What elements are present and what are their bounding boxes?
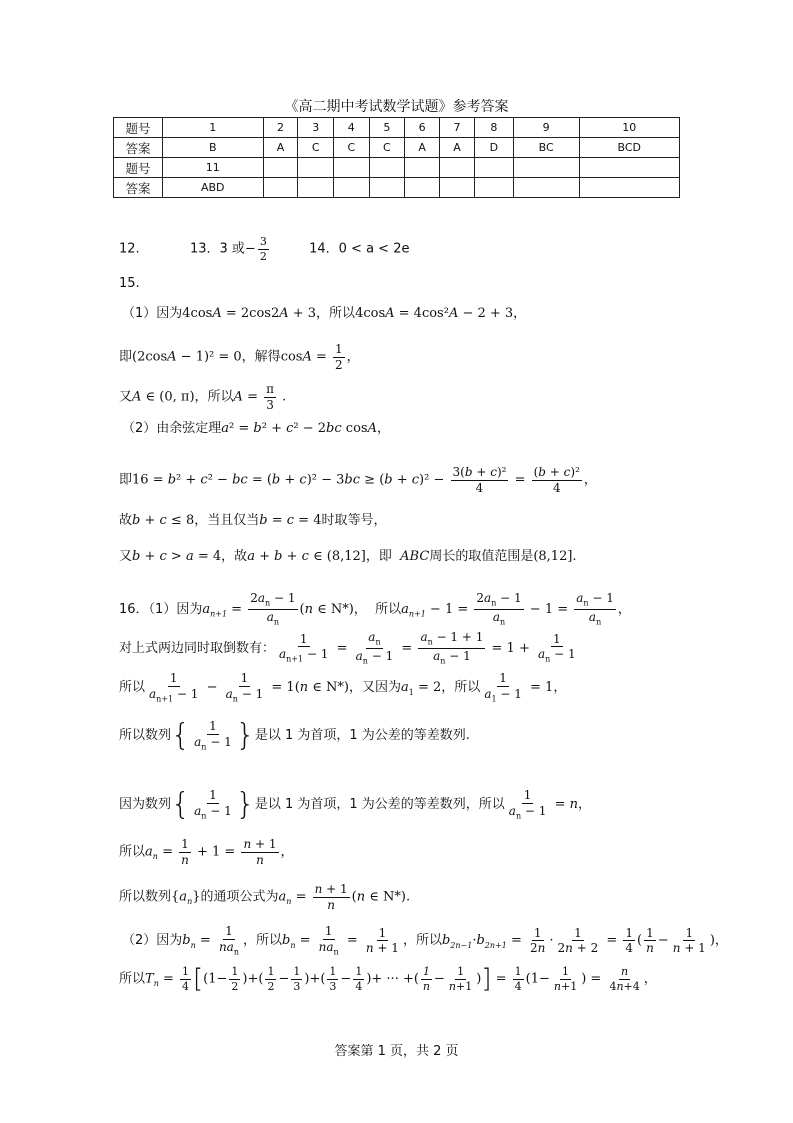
fraction: $\frac{a_n - 1}{a_n}$ (576, 591, 614, 627)
table-row (114, 138, 680, 158)
answer-14: 14．0 < a < 2e (309, 241, 410, 257)
table-cell: A (263, 138, 298, 158)
table-cell (263, 158, 298, 178)
solution-16-line-4: 所以数列 { 1 $a_n - 1$ } 是以 1 为首项，1 为公差的等差数列. (119, 717, 470, 753)
fraction: $\frac{1}{a_1 - 1}$ (484, 671, 522, 703)
fraction: 1 $na_n$ (218, 924, 239, 956)
table-cell: 11 (163, 158, 264, 178)
fraction: $\frac{1}{4}$ (514, 965, 522, 993)
fraction: $\frac{n + 1}{n}$ (243, 837, 277, 867)
fraction: $\frac{2a_n - 1}{a_n}$ (250, 591, 296, 627)
page-title: 《高二期中考试数学试题》参考答案 (284, 99, 509, 115)
table-cell: 4 (334, 118, 370, 138)
table-cell (334, 178, 370, 198)
table-cell: BCD (579, 138, 680, 158)
fraction: $\frac{1}{a_{n+1} - 1}$ (149, 671, 199, 703)
fraction: $\frac{a_n}{a_n - 1}$ (355, 630, 394, 666)
solution-15-line-2: 即(2cosA − 1)² = 0，解得cosA = $\frac{1}{2}$ ， (119, 342, 360, 372)
fraction: $\frac{\pi}{3}$ (266, 382, 274, 412)
fraction: $\frac{1}{n}$ (181, 837, 189, 867)
table-cell: 3 (298, 118, 334, 138)
fraction: $\frac{2a_n - 1}{a_n}$ (476, 591, 522, 627)
answer-13: 13．3 或 (189, 241, 245, 257)
table-cell (298, 178, 334, 198)
fraction: $\frac{1}{n + 1}$ (672, 925, 706, 956)
solution-16-line-2: 对上式两边同时取倒数有： $\frac{1}{a_{n+1} - 1}$ = $\frac{a_n}{a_n - 1}$ = $\frac{a_n - 1 + 1}{a_n - 1}$ = 1 + $\frac{1}{a_n - 1}$ (119, 630, 576, 666)
fraction: $\frac{1}{n + 1}$ (365, 925, 399, 956)
table-cell (405, 158, 440, 178)
table-cell (440, 158, 475, 178)
solution-15-line-1: （1）因为4cosA = 2cos2A + 3，所以4cosA = 4cos²A − 2 + 3， (122, 306, 527, 321)
table-cell: B (163, 138, 264, 158)
table-row (114, 158, 680, 178)
fraction: $\frac{1}{2n}$ (530, 925, 546, 956)
table-cell: 1 (163, 118, 264, 138)
table-cell (369, 178, 405, 198)
table-cell: C (334, 138, 370, 158)
table-cell (513, 158, 579, 178)
table-cell (334, 158, 370, 178)
table-cell: D (474, 138, 513, 158)
solution-16-line-6: 所以$a_n$ = $\frac{1}{n}$ + 1 = $\frac{n + 1}{n}$ ， (119, 837, 294, 867)
answer-line-12-14: 12. 13．3 或− $\frac{3}{2}$ 14．0 < a < 2e (119, 235, 410, 263)
fraction: $\frac{n + 1}{n}$ (314, 882, 348, 912)
answer-12: 12. (119, 241, 140, 257)
fraction: $\frac{\text{3(b + c)²}}{4}$ (452, 465, 507, 495)
fraction: $\frac{1}{4}$ (355, 965, 363, 993)
solution-15-line-5: 即16 = b² + c² − bc = (b + c)² − 3bc ≥ (b + c)² − $\frac{\text{3(b + c)²}}{4}$ = $\frac{\text{(b + c)²}}{4}$ ， (119, 465, 597, 495)
solution-16-line-7: 所以数列$\{a_n\}$的通项公式为$a_n$ = $\frac{n + 1}{n}$ (n ∈ N*). (119, 882, 411, 912)
fraction: $\frac{a_n - 1 + 1}{a_n - 1}$ (420, 630, 484, 666)
solution-16-line-1: 16．（1）因为$a_{n+1}$ = $\frac{2a_n - 1}{a_n}$ (n ∈ N*)， 所以$a_{n+1} - 1$ = $\frac{2a_n - 1}{a_n}$ − 1 = $\frac{a_n - 1}{a_n}$ ， (119, 591, 631, 627)
solution-16-line-9: 所以$T_n$ = $\frac{1}{4}$ [(1− $\frac{1}{2}$ )+( $\frac{1}{2}$ − $\frac{1}{3}$ )+( $\frac{1}{3}$ − $\frac{1}{4}$ )+ ··· +( $\frac{1}{n}$ − $\frac{1}{n+1}$ )] = $\frac{1}{4}$ (1− $\frac{1}{n+1}$ ) = $\frac{n}{4n+4}$ ， (119, 964, 657, 995)
table-cell (298, 158, 334, 178)
fraction: $\frac{n}{4n+4}$ (609, 965, 640, 993)
solution-16-line-8: （2）因为$b_n$ = 1 $na_n$ ，所以$b_n$ = 1 $na_n$ = $\frac{1}{n + 1}$ ，所以$b_{2n-1}\cdot b_{2n+1}$ = $\frac{1}{2n}$ · $\frac{1}{2n + 2}$ = $\frac{1}{4}$ ( $\frac{1}{n}$ − $\frac{1}{n + 1}$ )， (122, 924, 728, 956)
table-cell: 6 (405, 118, 440, 138)
table-cell: 2 (263, 118, 298, 138)
table-cell (579, 178, 680, 198)
fraction: $\frac{1}{2}$ (231, 965, 239, 993)
table-cell (513, 178, 579, 198)
row-label: 答案 (114, 138, 163, 158)
table-cell (263, 178, 298, 198)
fraction: $\frac{\text{(b + c)²}}{4}$ (533, 465, 580, 495)
fraction: $\frac{1}{a_n - 1}$ (537, 631, 576, 664)
table-cell: A (440, 138, 475, 158)
solution-15-line-3: 又A ∈ (0, π)，所以A = $\frac{\pi}{3}$ . (119, 382, 287, 412)
row-label: 题号 (114, 118, 163, 138)
solution-16-line-3: 所以 $\frac{1}{a_{n+1} - 1}$ − $\frac{1}{a_n - 1}$ = 1(n ∈ N*)，又因为$a_1 = 2$，所以 $\frac{1}{a_1 - 1}$ = 1， (119, 671, 567, 703)
table-cell: C (369, 138, 405, 158)
row-label: 答案 (114, 178, 163, 198)
table-cell: 10 (579, 118, 680, 138)
table-cell: BC (513, 138, 579, 158)
fraction: $\frac{1}{2n + 2}$ (557, 925, 599, 956)
fraction: $\frac{1}{a_n - 1}$ (508, 788, 547, 820)
row-label: 题号 (114, 158, 163, 178)
page-footer: 答案第 1 页，共 2 页 (334, 1044, 459, 1059)
question-15-label: 15. (119, 276, 140, 291)
fraction: $\frac{1}{a_n - 1}$ (225, 671, 264, 703)
fraction: $\frac{1}{n}$ (646, 925, 654, 956)
table-cell: 5 (369, 118, 405, 138)
table-cell: ABD (163, 178, 264, 198)
solution-15-line-7: 又b + c > a = 4，故a + b + c ∈ (8,12]，即 ABC周长的取值范围是(8,12]. (119, 549, 577, 564)
table-row (114, 178, 680, 198)
solution-15-line-6: 故b + c ≤ 8，当且仅当b = c = 4时取等号， (119, 513, 387, 528)
fraction: $\frac{1}{n}$ (422, 965, 431, 993)
table-cell (474, 158, 513, 178)
fraction: 1 $a_n - 1$ (194, 719, 232, 751)
answer-table (113, 117, 680, 198)
fraction: $\frac{1}{2}$ (335, 342, 343, 372)
table-cell (579, 158, 680, 178)
solution-16-line-5: 因为数列 { 1 $a_n - 1$ } 是以 1 为首项，1 为公差的等差数列，所以 $\frac{1}{a_n - 1}$ = n， (119, 786, 591, 822)
fraction: 1 $a_n - 1$ (194, 788, 232, 820)
fraction: $\frac{1}{2}$ (267, 965, 275, 993)
fraction: 1 $na_n$ (318, 924, 339, 956)
fraction: $\frac{1}{3}$ (293, 965, 301, 993)
fraction: $\frac{3}{2}$ (259, 235, 267, 263)
fraction: $\frac{1}{4}$ (182, 965, 190, 993)
table-cell: A (405, 138, 440, 158)
table-cell (440, 178, 475, 198)
table-row (114, 118, 680, 138)
table-cell (474, 178, 513, 198)
table-cell (369, 158, 405, 178)
table-cell: 9 (513, 118, 579, 138)
fraction: $\frac{1}{3}$ (329, 965, 337, 993)
table-cell: 8 (474, 118, 513, 138)
fraction: $\frac{1}{n+1}$ (553, 965, 578, 993)
solution-15-line-4: （2）由余弦定理a² = b² + c² − 2bc cosA， (122, 421, 390, 436)
fraction: $\frac{1}{n+1}$ (448, 965, 473, 993)
table-cell (405, 178, 440, 198)
fraction: $\frac{1}{4}$ (625, 925, 634, 956)
fraction: $\frac{1}{a_{n+1} - 1}$ (279, 631, 329, 664)
table-cell: C (298, 138, 334, 158)
table-cell: 7 (440, 118, 475, 138)
